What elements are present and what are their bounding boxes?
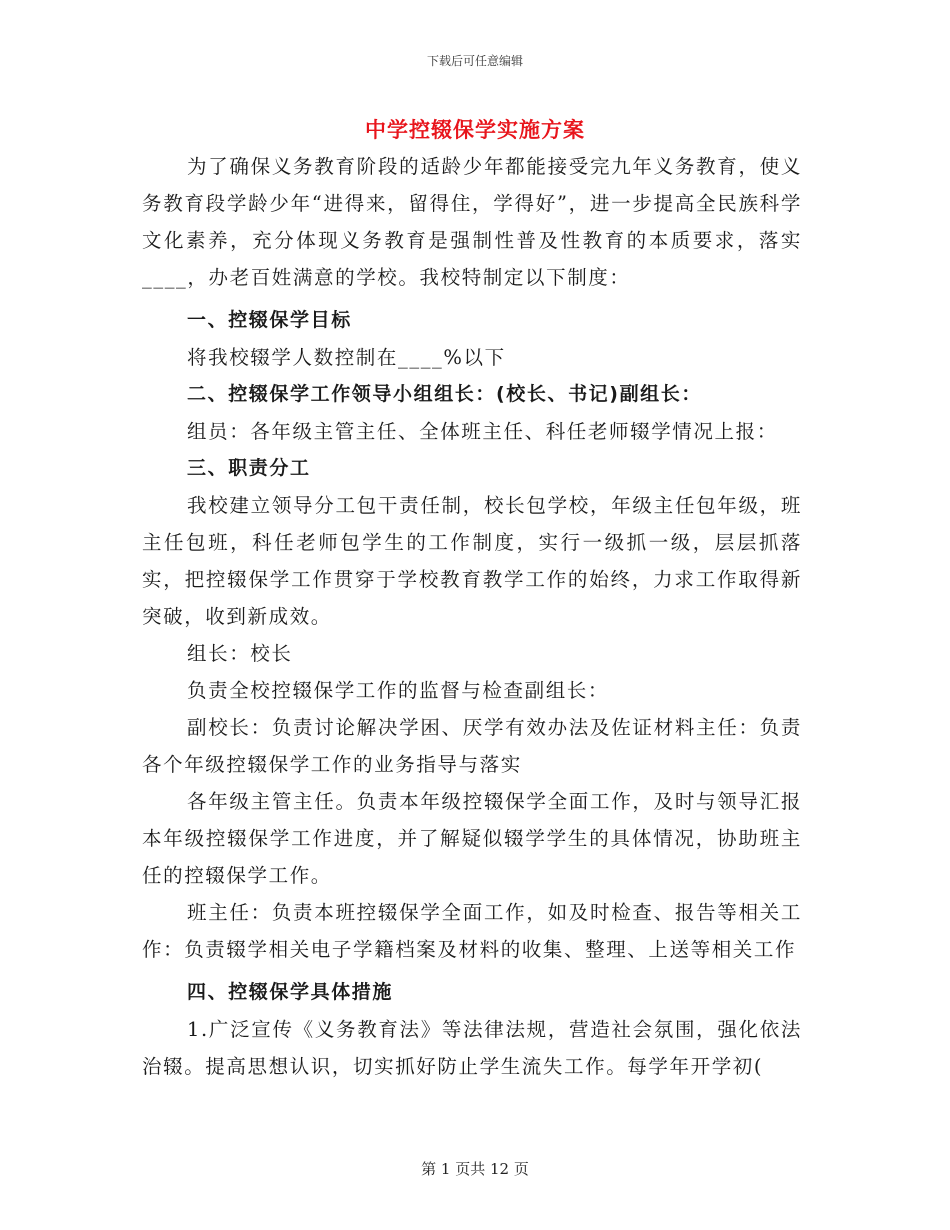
measure-1-paragraph: 1.广泛宣传《义务教育法》等法律法规，营造社会氛围，强化依法治辍。提高思想认识，切实抓好防止学生流失工作。每学年开学初( [142,1018,802,1078]
section-heading-duties: 三、职责分工 [187,457,311,479]
intro-paragraph: 为了确保义务教育阶段的适龄少年都能接受完九年义务教育，使义务教育段学龄少年“进得来，留得住，学得好”，进一步提高全民族科学文化素养，充分体现义务教育是强制性普及性教育的本质要求，落实____，办老百姓满意的学校。我校特制定以下制度： [142,155,802,289]
document-title: 中学控辍保学实施方案 [365,117,585,142]
section-heading-leadership: 二、控辍保学工作领导小组组长：(校长、书记)副组长： [187,383,702,405]
class-teacher-paragraph: 班主任：负责本班控辍保学全面工作，如及时检查、报告等相关工作：负责辍学相关电子学籍档案及材料的收集、整理、上送等相关工作 [142,901,802,961]
supervision-paragraph: 负责全校控辍保学工作的监督与检查副组长： [187,679,610,702]
section-heading-goal: 一、控辍保学目标 [187,309,352,331]
page-number: 第 1 页共 12 页 [421,1160,529,1178]
goal-paragraph: 将我校辍学人数控制在____%以下 [187,346,506,369]
page-header-note: 下载后可任意编辑 [426,54,523,68]
leader-paragraph: 组长：校长 [187,642,293,665]
members-paragraph: 组员：各年级主管主任、全体班主任、科任老师辍学情况上报： [187,420,778,443]
vice-principal-paragraph: 副校长：负责讨论解决学困、厌学有效办法及佐证材料主任：负责各个年级控辍保学工作的业务指导与落实 [142,716,802,776]
document-body [142,148,802,1085]
duties-paragraph: 我校建立领导分工包干责任制，校长包学校，年级主任包年级，班主任包班，科任老师包学生的工作制度，实行一级抓一级，层层抓落实，把控辍保学工作贯穿于学校教育教学工作的始终，力求工作取得新突破，收到新成效。 [142,494,802,628]
section-heading-measures: 四、控辍保学具体措施 [187,981,394,1003]
grade-director-paragraph: 各年级主管主任。负责本年级控辍保学全面工作，及时与领导汇报本年级控辍保学工作进度，并了解疑似辍学学生的具体情况，协助班主任的控辍保学工作。 [142,790,802,887]
